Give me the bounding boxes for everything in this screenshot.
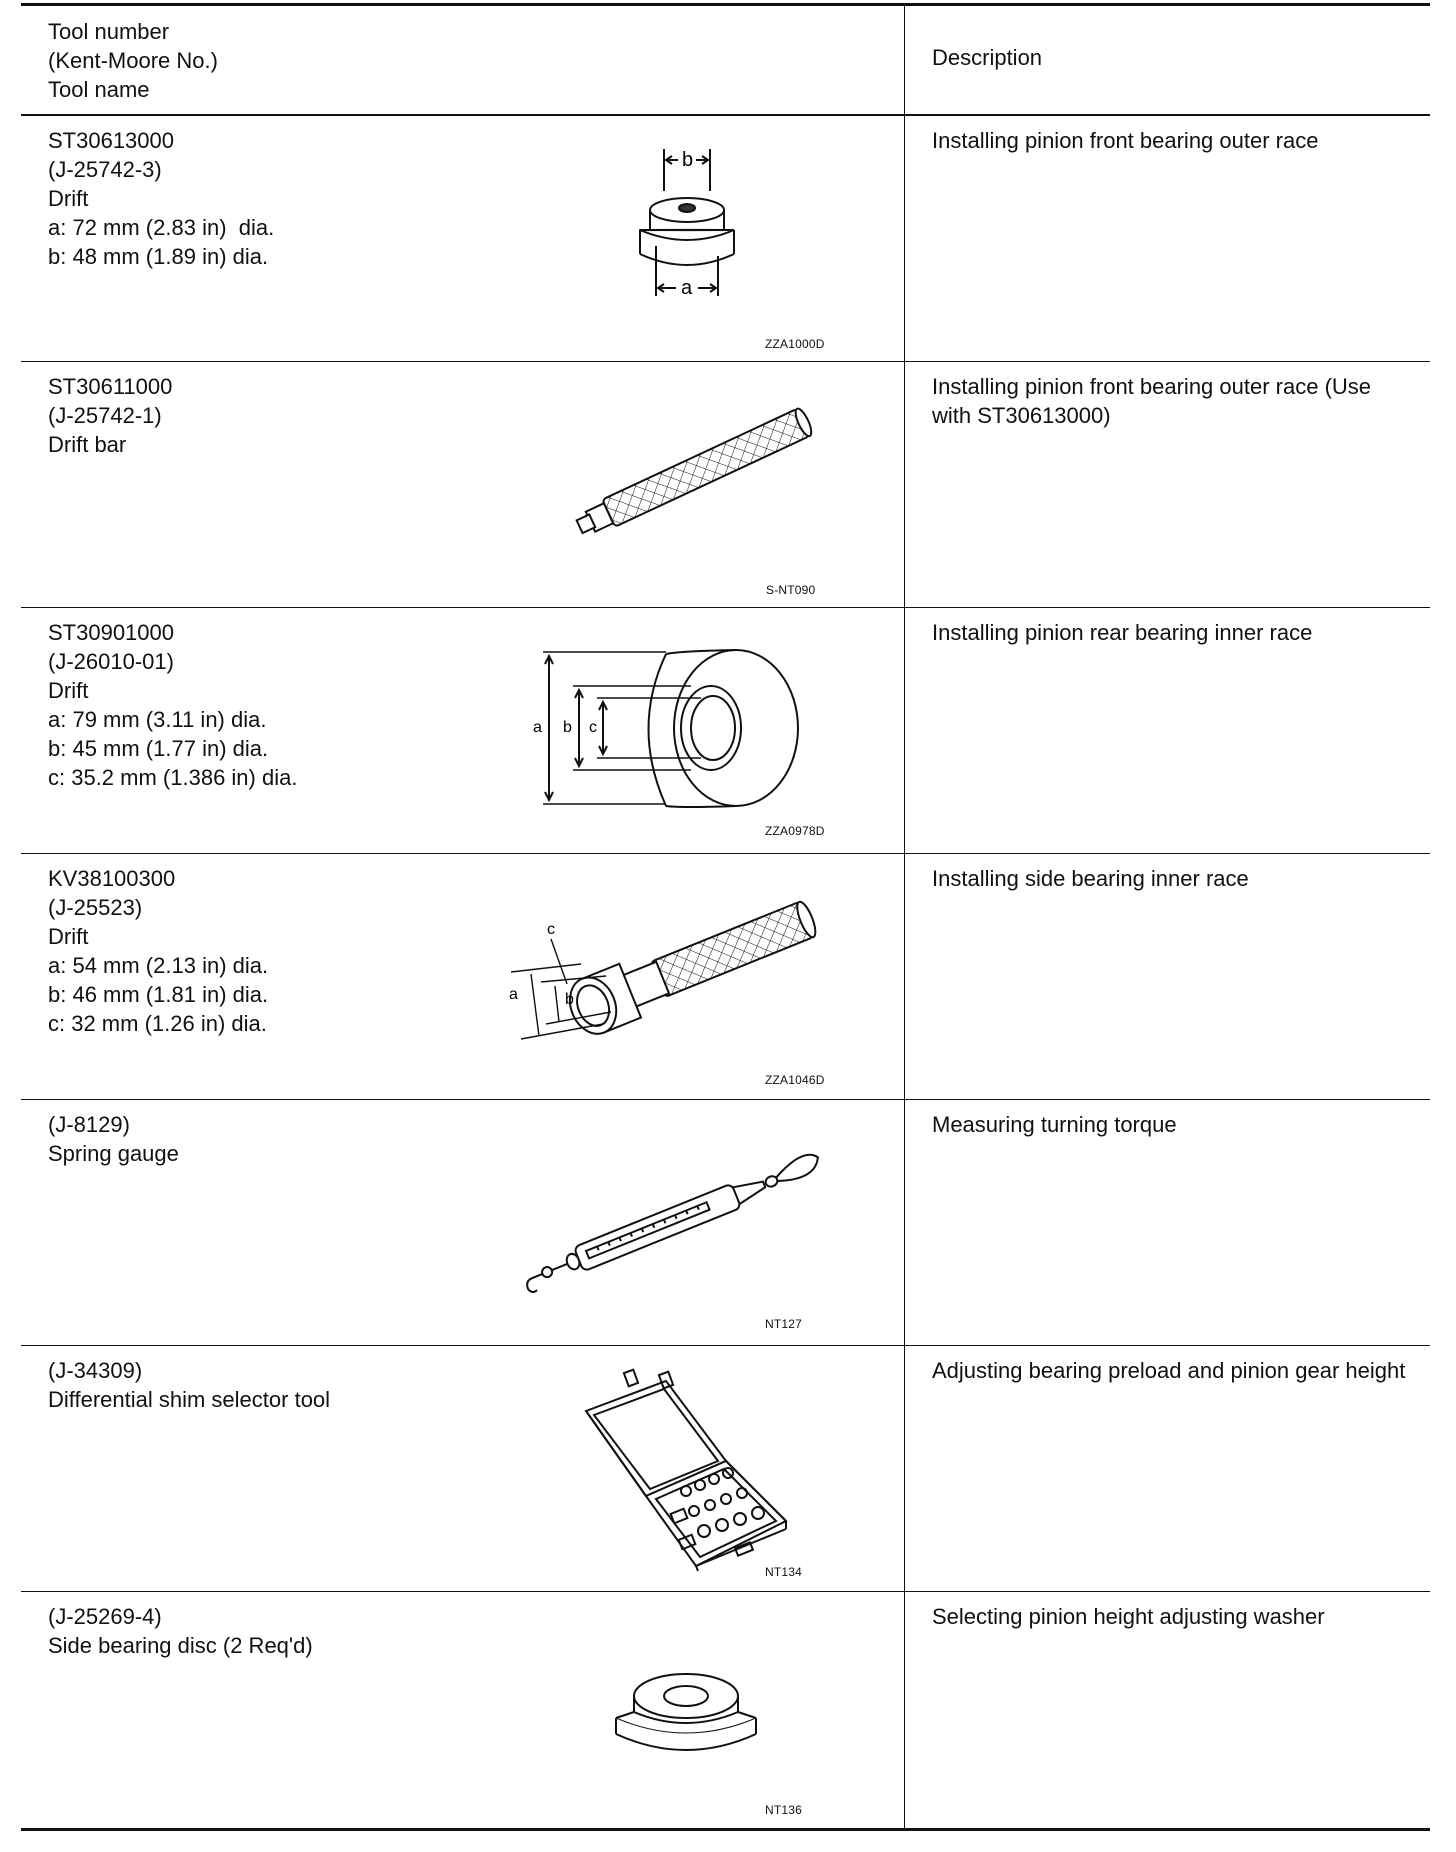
tool-description: Installing side bearing inner race [932,866,1249,891]
header-tool-line: Tool name [48,77,150,102]
tool-info [48,618,297,792]
dimension-label: c [547,921,555,938]
table-top-rule [21,3,1430,6]
tool-name: Drift bar [48,432,127,457]
figure-code: NT136 [765,1803,803,1817]
kent-moore-number: (J-25269-4) [48,1604,162,1629]
table-bottom-rule [21,1828,1430,1831]
ring-drift-icon [531,648,801,818]
kent-moore-number: (J-26010-01) [48,649,174,674]
tool-case-icon [576,1371,806,1571]
figure-code: S-NT090 [766,583,816,597]
header-description: Description [932,45,1043,70]
kent-moore-number: (J-8129) [48,1112,130,1137]
tool-name: Drift [48,678,89,703]
figure-code: NT127 [765,1317,803,1331]
dimension-label: b [682,149,694,171]
spec-line: a: 79 mm (3.11 in) dia. [48,707,267,732]
tool-number: KV38100300 [48,866,176,891]
table-row [21,854,1430,1099]
figure-code: ZZA1000D [765,337,825,351]
kent-moore-number: (J-34309) [48,1358,143,1383]
spec-line: b: 48 mm (1.89 in) dia. [48,244,269,269]
dimension-label: b [565,991,574,1008]
figure-code: NT134 [765,1565,803,1579]
tool-name: Spring gauge [48,1141,179,1166]
dimension-label: a [681,277,693,299]
tool-info [48,864,268,1038]
table-row [21,1592,1430,1828]
spec-line: c: 35.2 mm (1.386 in) dia. [48,765,298,790]
handle-drift-icon [511,894,841,1074]
table-row [21,1100,1430,1345]
kent-moore-number: (J-25523) [48,895,143,920]
dimension-label: b [563,719,572,736]
kent-moore-number: (J-25742-1) [48,403,162,428]
table-row [21,608,1430,853]
table-row [21,362,1430,607]
kent-moore-number: (J-25742-3) [48,157,162,182]
tool-name: Side bearing disc (2 Req'd) [48,1633,313,1658]
tool-info [48,126,274,271]
table-row [21,116,1430,361]
spec-line: a: 54 mm (2.13 in) dia. [48,953,269,978]
dimension-label: a [509,986,518,1003]
tool-name: Drift [48,924,89,949]
spec-line: b: 46 mm (1.81 in) dia. [48,982,269,1007]
tool-description: Measuring turning torque [932,1112,1177,1137]
header-tool-column [48,17,218,104]
spec-line: b: 45 mm (1.77 in) dia. [48,736,269,761]
tool-description: Installing pinion front bearing outer race (Use with ST30613000) [932,374,1372,428]
tool-info [48,372,172,459]
table-row [21,1346,1430,1591]
tool-number: ST30901000 [48,620,174,645]
tool-name: Drift [48,186,89,211]
dimension-label: a [533,719,542,736]
figure-code: ZZA1046D [765,1073,825,1087]
tool-info [48,1110,179,1168]
drift-icon [621,146,761,306]
tool-number: ST30613000 [48,128,174,153]
tool-info [48,1356,330,1414]
spring-gauge-icon [501,1145,851,1295]
tool-description: Installing pinion front bearing outer race [932,128,1319,153]
tool-number: ST30611000 [48,374,173,399]
tool-description: Installing pinion rear bearing inner race [932,620,1313,645]
tool-name: Differential shim selector tool [48,1387,331,1412]
tool-info [48,1602,313,1660]
bearing-disc-icon [606,1662,766,1772]
spec-line: c: 32 mm (1.26 in) dia. [48,1011,267,1036]
drift-bar-icon [531,412,851,542]
header-tool-line: (Kent-Moore No.) [48,48,218,73]
tool-description: Adjusting bearing preload and pinion gear height [932,1358,1406,1383]
figure-code: ZZA0978D [765,824,825,838]
spec-line: a: 72 mm (2.83 in) dia. [48,215,275,240]
dimension-label: c [589,719,597,736]
header-tool-line: Tool number [48,19,170,44]
tool-description: Selecting pinion height adjusting washer [932,1604,1325,1629]
